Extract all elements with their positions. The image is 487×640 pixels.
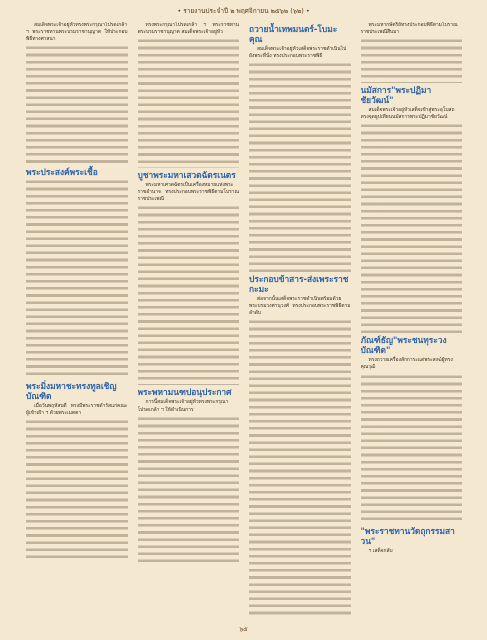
section-heading: นมัสการ"พระปฏิมาชัยวัฒน์" <box>360 85 432 106</box>
body-text-block <box>138 38 240 168</box>
body-text-block <box>361 374 463 524</box>
section-heading: บูชาพระมหาเสวตฉัตรเนตร <box>137 170 236 181</box>
paragraph: ทรงถวายเครื่องสักการะแด่พระสงฆ์ผู้ทรงคุณวุฒิ <box>360 357 453 371</box>
paragraph: เมื่อวันพฤหัสบดี ทรงมีพระราชดำรัสแก่คณะผู้เข้าเฝ้า ฯ ด้วยพระเมตตา <box>26 403 128 417</box>
paragraph: การนี้สมเด็จพระเจ้าอยู่หัวทรงพระกรุณาโปรดเกล้า ฯ ให้ดำเนินการ <box>137 399 229 413</box>
column-3 <box>249 22 351 622</box>
section-heading: "พระราชทานวัดถุกรรมสาวน" <box>360 525 455 546</box>
column-1 <box>26 22 128 622</box>
paragraph: ฯ เสด็จกลับ <box>368 547 393 554</box>
section-heading: ภัณฑ์ธัญ"พระชนทุระวงบัณฑิต" <box>360 335 447 356</box>
paragraph: สมเด็จพระเจ้าอยู่หัวทรงพระกรุณาโปรดเกล้า ฯ พระราชทานพระบรมราชานุญาต ให้ประกอบพิธีทางศาสนา <box>26 22 128 43</box>
body-text-block <box>361 38 463 83</box>
body-text-block <box>249 62 351 272</box>
paragraph: สมเด็จพระเจ้าอยู่หัวเสด็จพระราชดำเนินไปยังพระที่นั่ง ทรงประกอบพระราชพิธี <box>249 46 347 60</box>
section-heading: พระมิ่งมหาชะทรงทูลเชิญบัณฑิต <box>26 381 117 402</box>
body-text-block <box>361 123 463 333</box>
paragraph: พระมหาเศวตฉัตรเป็นเครื่องหมายแห่งพระราชอำนาจ ทรงประกอบพระราชพิธีตามโบราณราชประเพณี <box>137 182 239 203</box>
body-text-block <box>138 416 240 566</box>
article-columns <box>26 22 462 622</box>
body-text-block <box>138 205 240 385</box>
body-text-block <box>26 45 128 165</box>
body-text-block <box>26 179 128 379</box>
body-text-block <box>26 419 128 559</box>
running-header: • รายงานประจำปี ๒ พฤศจิกายน ๒๕๖๒ (๖๒) • <box>177 7 310 15</box>
section-heading: ถวายน้ำเทพมนตร์-โบมะคุณ <box>249 24 338 44</box>
paragraph: พระมหากษัตริย์ทรงประกอบพิธีตามโบราณราชประเพณีสืบมา <box>360 22 458 36</box>
section-heading: พระประสงค์พระเชื้อ <box>26 167 98 178</box>
paragraph: สมเด็จพระเจ้าอยู่หัวเสด็จเข้าสู่พระอุโบสถ ทรงจุดธูปเทียนนมัสการพระปฏิมาชัยวัฒน์ <box>360 107 455 121</box>
page-number: ๖๕ <box>239 626 248 633</box>
paragraph: ทรงพระกรุณาโปรดเกล้า ฯ พระราชทานพระบรมราชานุญาต สมเด็จพระเจ้าอยู่หัว <box>137 22 239 36</box>
body-text-block <box>249 319 351 619</box>
paragraph: ต่อจากนั้นเสด็จพระราชดำเนินพร้อมด้วยพระบรมวงศานุวงศ์ ทรงประกอบพระราชพิธีตามลำดับ <box>249 296 351 317</box>
column-2 <box>138 22 240 622</box>
section-heading: พระพหามนฑปอนุประกาศ <box>137 387 232 398</box>
section-heading: ประกอบข้าสาร-ส่งเพระราชกะมะ <box>249 274 349 295</box>
column-4 <box>361 22 463 622</box>
